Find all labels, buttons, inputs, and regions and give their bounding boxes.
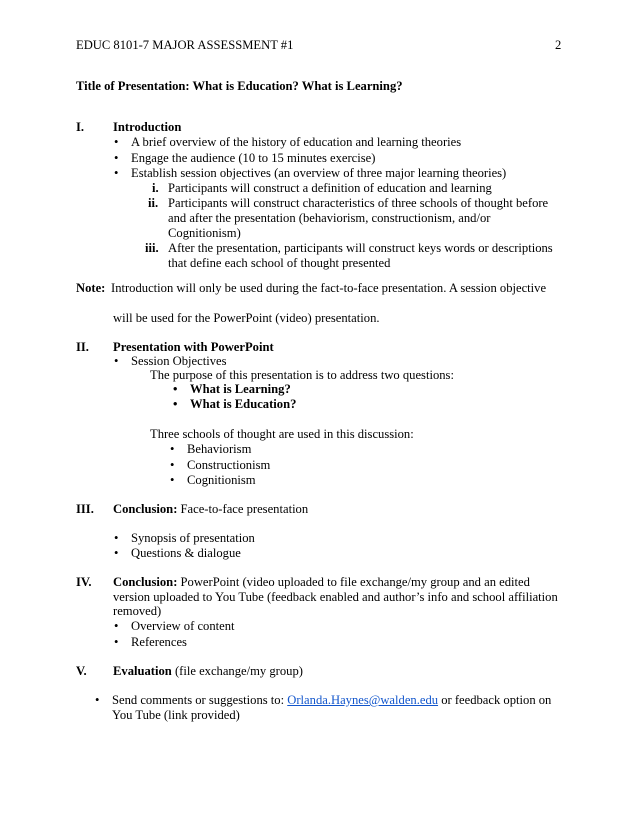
school-item: • Constructionism: [187, 458, 270, 473]
question-item: • What is Learning?: [190, 382, 291, 397]
contact-line: [112, 693, 551, 708]
purpose-text: The purpose of this presentation is to address two questions:: [150, 368, 454, 382]
objective-text: After the presentation, participants will construct keys words or descriptions: [168, 241, 553, 255]
objective-label-iii: iii.: [145, 241, 159, 255]
school-item: • Cognitionism: [187, 473, 256, 488]
note-text: will be used for the PowerPoint (video) presentation.: [113, 311, 380, 325]
objective-text: that define each school of thought presented: [168, 256, 391, 270]
running-head: EDUC 8101-7 MAJOR ASSESSMENT #1: [76, 38, 294, 52]
list-item: • References: [131, 635, 187, 650]
contact-text: or feedback option on: [438, 693, 552, 707]
section-5-heading: Evaluation: [113, 664, 172, 678]
presentation-title: Title of Presentation: What is Education? What is Learning?: [76, 79, 403, 93]
question-item: • What is Education?: [190, 397, 296, 412]
section-5-numeral: V.: [76, 664, 87, 678]
note-label: Note:: [76, 281, 106, 295]
section-4-heading-line: [113, 575, 530, 590]
section-3-heading-line: [113, 502, 308, 517]
list-item: • A brief overview of the history of education and learning theories: [131, 135, 461, 150]
contact-text: Send comments or suggestions to:: [112, 693, 288, 707]
objective-label-ii: ii.: [148, 196, 159, 210]
schools-intro: Three schools of thought are used in this discussion:: [150, 427, 414, 441]
objective-text: Cognitionism): [168, 226, 241, 240]
objective-label-i: i.: [152, 181, 159, 195]
section-4-subtitle: PowerPoint (video uploaded to file exchange/my group and an edited: [177, 575, 530, 589]
section-3-subtitle: Face-to-face presentation: [177, 502, 309, 516]
section-3-heading: Conclusion:: [113, 502, 178, 516]
page-number: 2: [555, 38, 562, 52]
list-item: • Overview of content: [131, 619, 235, 634]
list-item: • Synopsis of presentation: [131, 531, 255, 546]
list-item: • Engage the audience (10 to 15 minutes exercise): [131, 151, 375, 166]
section-2-numeral: II.: [76, 340, 89, 354]
section-4-numeral: IV.: [76, 575, 92, 589]
section-3-numeral: III.: [76, 502, 94, 516]
objective-text: Participants will construct a definition of education and learning: [168, 181, 492, 195]
section-1-heading: Introduction: [113, 120, 182, 134]
section-5-subtitle: (file exchange/my group): [171, 664, 303, 678]
list-item: • Questions & dialogue: [131, 546, 241, 561]
section-5-heading-line: [113, 664, 303, 679]
section-4-heading: Conclusion:: [113, 575, 178, 589]
list-item: • Establish session objectives (an overview of three major learning theories): [131, 166, 506, 181]
note-text: Introduction will only be used during the fact-to-face presentation. A session objective: [111, 281, 547, 295]
section-2-heading: Presentation with PowerPoint: [113, 340, 274, 354]
section-1-numeral: I.: [76, 120, 85, 134]
school-item: • Behaviorism: [187, 442, 251, 457]
objective-text: and after the presentation (behaviorism, constructionism, and/or: [168, 211, 491, 225]
email-link[interactable]: Orlanda.Haynes@walden.edu: [287, 693, 439, 707]
section-4-text: version uploaded to You Tube (feedback enabled and author’s info and school affiliation: [113, 590, 558, 604]
list-item: • Session Objectives: [131, 354, 227, 369]
section-4-text: removed): [113, 604, 162, 618]
objective-text: Participants will construct characteristics of three schools of thought before: [168, 196, 549, 210]
contact-text: You Tube (link provided): [112, 708, 240, 722]
